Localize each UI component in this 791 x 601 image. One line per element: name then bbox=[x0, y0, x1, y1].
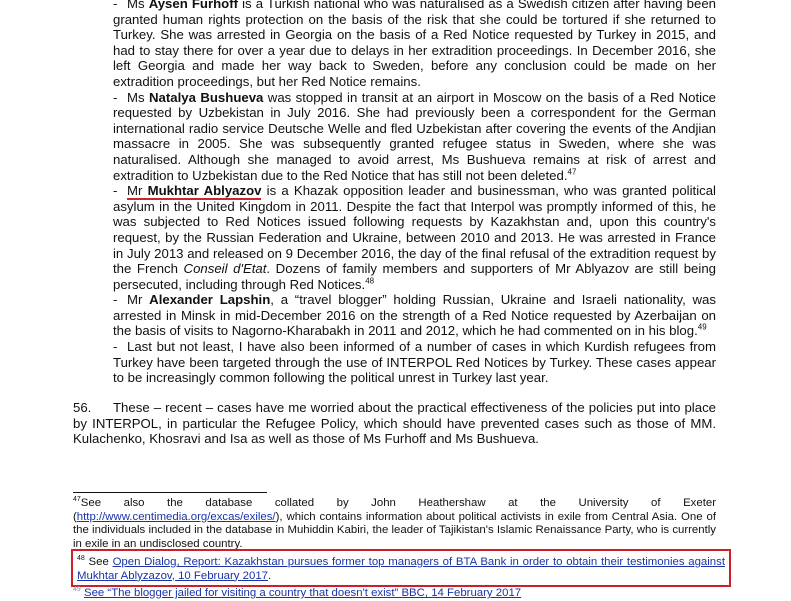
case-furhoff bbox=[113, 0, 716, 90]
paragraph-56 bbox=[73, 400, 716, 447]
footnote-number: 47 bbox=[73, 496, 81, 504]
case-bushueva bbox=[113, 90, 716, 184]
case-prefix: Ms bbox=[127, 0, 145, 11]
footnote-separator bbox=[73, 492, 267, 493]
paragraph-text: These – recent – cases have me worried about the practical effectiveness of the policies put into place by INTERPOL, in particular the Refugee Policy, which should have prevented cases such as those of MM. Kulachenko, Khosravi and Isa as well as those of Ms Furhoff and Ms Bushueva. bbox=[73, 400, 716, 447]
footnote-ref[interactable]: 47 bbox=[567, 167, 577, 177]
footnote-49 bbox=[73, 587, 716, 601]
footnote-link[interactable]: Open Dialog, Report: Kazakhstan pursues former top managers of BTA Bank in order to obtain their testimonies against Mukhtar Ablyzazov, 10 February 2017 bbox=[77, 556, 725, 582]
case-list bbox=[113, 0, 716, 386]
case-prefix: Mr bbox=[127, 183, 143, 199]
footnote-text-tail: . bbox=[268, 569, 272, 582]
bullet-dash: - bbox=[113, 292, 118, 308]
case-text: Last but not least, I have also been informed of a number of cases in which Kurdish refugees from Turkey have been targeted through the use of INTERPOL Red Notices by Turkey. These cases appear to be increasingly common following the political unrest in Turkey last year. bbox=[113, 339, 716, 386]
bullet-dash: - bbox=[113, 89, 118, 105]
case-prefix: Ms bbox=[127, 89, 145, 105]
bullet-dash: - bbox=[113, 339, 118, 355]
footnote-link[interactable]: See “The blogger jailed for visiting a country that doesn't exist” BBC, 14 February 2017 bbox=[83, 587, 522, 599]
footnote-47 bbox=[73, 497, 716, 551]
case-ablyazov bbox=[113, 183, 716, 292]
case-prefix: Mr bbox=[127, 292, 143, 308]
bullet-dash: - bbox=[113, 0, 118, 11]
case-kurdish-refugees bbox=[113, 339, 716, 386]
case-text: is a Khazak opposition leader and businessman, who was granted political asylum in the United Kingdom in 2011. Despite the fact that Interpol was promptly informed of this, he was subjected to Red Notices issued following requests by Kazakhstan and, upon this country's request, by the Russian Federation and Ukraine, between 2010 and 2013. He was arrested in France in July 2013 and released on 9 December 2016, the day of the final refusal of the extradition request by the French bbox=[113, 183, 716, 277]
case-text: , a “travel blogger” holding Russian, Ukraine and Israeli nationality, was arrested in Minsk in mid-December 2016 on the strength of a Red Notice requested by Azerbaijan on the basis of visits to Nagorno-Kharabakh in 2011 and 2012, which he had commented on in his blog. bbox=[113, 292, 716, 339]
case-name: Mukhtar Ablyazov bbox=[147, 183, 262, 199]
footnote-text: See also the database collated by John Heathershaw at the University of Exeter ( bbox=[73, 497, 716, 523]
case-name: Alexander Lapshin bbox=[149, 292, 271, 308]
footnote-ref[interactable]: 48 bbox=[365, 276, 375, 286]
case-text-end: . Dozens of family members and supporters of Mr Ablyazov are still being persecuted, including through Red Notices. bbox=[113, 261, 716, 292]
case-text: was stopped in transit at an airport in Moscow on the basis of a Red Notice requested by Uzbekistan in July 2016. She had previously been a correspondent for the German international radio service Deutsche Welle and fled Uzbekistan after covering the events of the Andjian massacre in 2005. She was subsequently granted refugee status in Sweden, where she was naturalised. Although she managed to avoid arrest, Ms Bushueva remains at risk of arrest and extradition to Uzbekistan due to the Red Notice that has still not been deleted. bbox=[113, 89, 717, 183]
red-highlight-box bbox=[71, 549, 731, 587]
highlighted-name bbox=[127, 183, 261, 200]
paragraph-number: 56. bbox=[73, 400, 92, 415]
footnote-number: 48 bbox=[77, 555, 85, 563]
footnote-link[interactable]: http://www.centimedia.org/excas/exiles/ bbox=[76, 510, 276, 523]
case-italic: Conseil d'Etat bbox=[183, 261, 267, 277]
footnote-number: 49 bbox=[73, 586, 81, 594]
case-lapshin bbox=[113, 292, 716, 339]
footnote-text-tail: ), which contains information about political activists in exile from Central Asia. One of the individuals included in the database in Muhiddin Kabiri, the leader of Tajikistan's Islamic Renaissance Party, who is currently in exile in an undisclosed country. bbox=[73, 510, 716, 550]
case-name: Natalya Bushueva bbox=[149, 89, 264, 105]
footnote-ref[interactable]: 49 bbox=[697, 323, 707, 333]
case-name: Aysen Furhoff bbox=[148, 0, 239, 11]
bullet-dash: - bbox=[113, 183, 118, 199]
case-text: is a Turkish national who was naturalised as a Swedish citizen after having been granted human rights protection on the basis of the risk that she could be tortured if she returned to Turkey. She was arrested in Georgia on the basis of a Red Notice requested by Turkey in 2015, and had to stay there for over a year due to delays in her extradition proceedings. In December 2016, she left Georgia and made her way back to Sweden, before any conclusion could be made on her extradition proceedings, but her Red Notice remains. bbox=[113, 0, 716, 89]
footnote-text: See bbox=[84, 556, 113, 568]
